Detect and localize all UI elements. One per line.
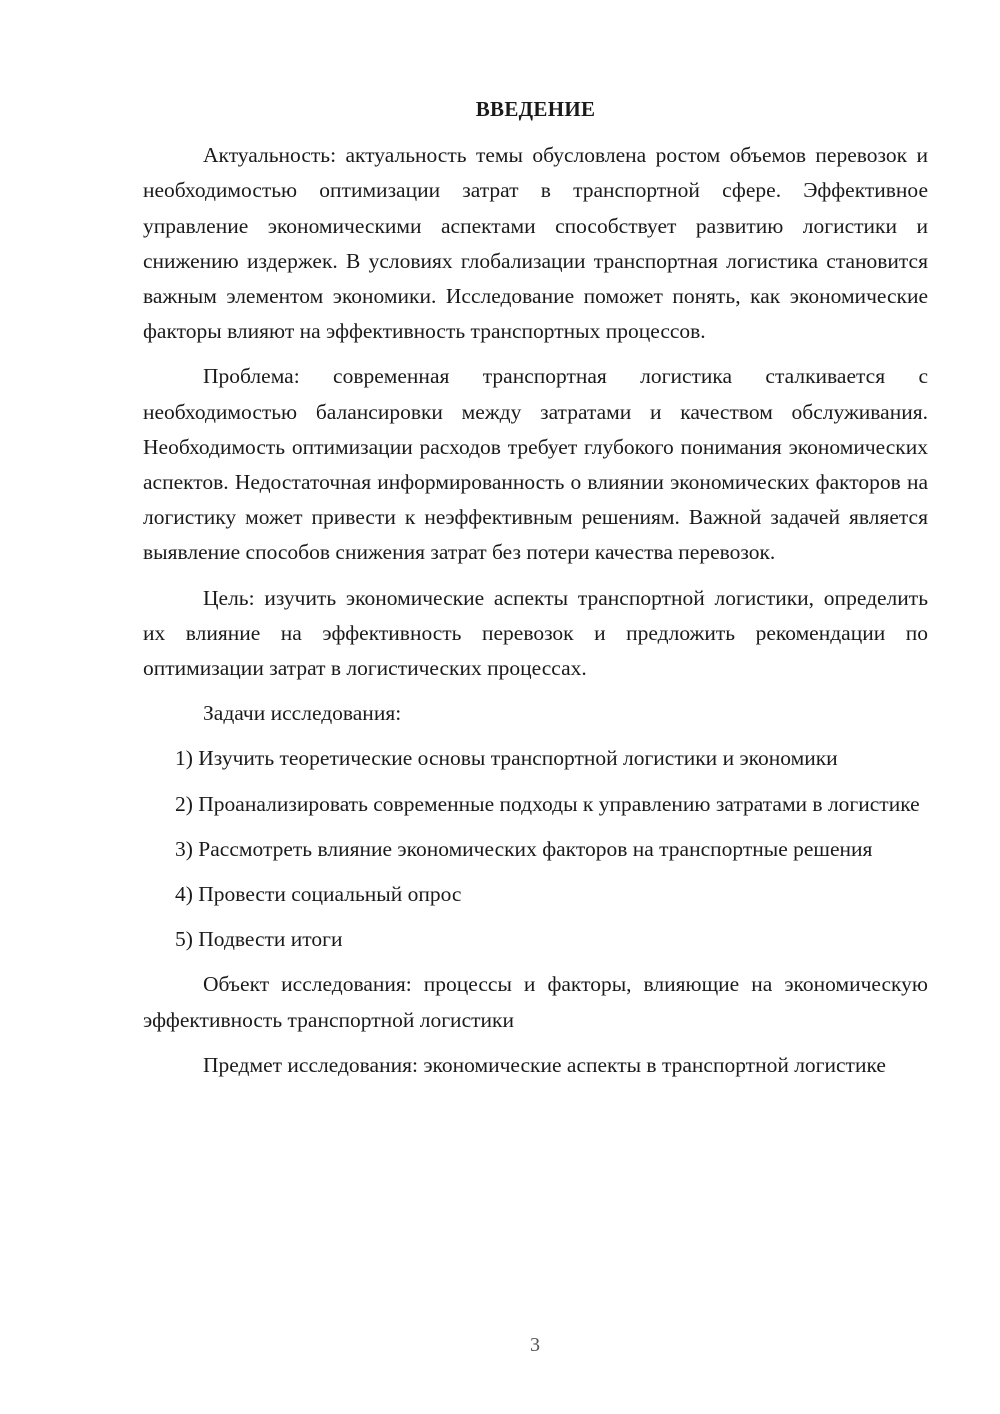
- task-item-3: 3) Рассмотреть влияние экономических факторов на транспортные решения: [175, 836, 873, 861]
- paragraph-object: Объект исследования: процессы и факторы, влияющие на экономическую эффективность транспортной логистики: [143, 972, 928, 1032]
- section-title: ВВЕДЕНИЕ: [475, 97, 596, 121]
- task-item-4: 4) Провести социальный опрос: [175, 882, 462, 907]
- task-item-2: 2) Проанализировать современные подходы к управлению затратами в логистике: [175, 791, 920, 816]
- paragraph-relevance: Актуальность: актуальность темы обусловлена ростом объемов перевозок и необходимостью оптимизации затрат в транспортной сфере. Эффективное управление экономическими аспектами способствует развитию логистики и снижению издержек. В условиях глобализации транспортная логистика становится важным элементом экономики. Исследование поможет понять, как экономические факторы влияют на эффективность транспортных процессов.: [143, 143, 928, 344]
- page-number: 3: [530, 1334, 540, 1356]
- paragraph-goal: Цель: изучить экономические аспекты транспортной логистики, определить их влияние на эффективность перевозок и предложить рекомендации по оптимизации затрат в логистических процессах.: [143, 585, 928, 681]
- task-item-1: 1) Изучить теоретические основы транспортной логистики и экономики: [175, 746, 838, 771]
- task-item-5: 5) Подвести итоги: [175, 927, 343, 952]
- document-page: [143, 92, 928, 1093]
- paragraph-problem: Проблема: современная транспортная логистика сталкивается с необходимостью балансировки между затратами и качеством обслуживания. Необходимость оптимизации расходов требует глубокого понимания экономических аспектов. Недостаточная информированность о влиянии экономических факторов на логистику может привести к неэффективным решениям. Важной задачей является выявление способов снижения затрат без потери качества перевозок.: [143, 364, 928, 565]
- paragraph-subject: Предмет исследования: экономические аспекты в транспортной логистике: [203, 1052, 886, 1077]
- paragraph-tasks-heading: Задачи исследования:: [203, 701, 402, 726]
